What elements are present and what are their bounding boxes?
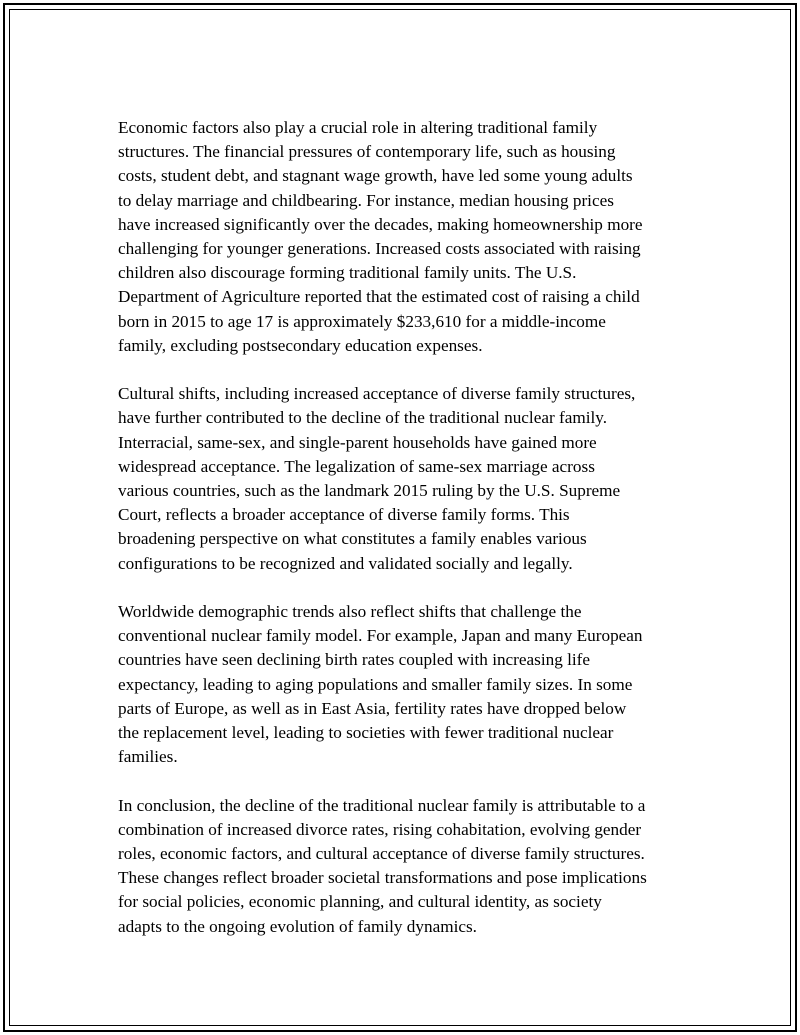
document-body (118, 116, 688, 963)
paragraph-cultural-shifts: Cultural shifts, including increased acceptance of diverse family structures, have further contributed to the decline of the traditional nuclear family. Interracial, same-sex, and single-parent households have gained more widespread acceptance. The legalization of same-sex marriage across various countries, such as the landmark 2015 ruling by the U.S. Supreme Court, reflects a broader acceptance of diverse family forms. This broadening perspective on what constitutes a family enables various configurations to be recognized and validated socially and legally. (118, 384, 636, 573)
paragraph-economic-factors: Economic factors also play a crucial role in altering traditional family structures. The financial pressures of contemporary life, such as housing costs, student debt, and stagnant wage growth, have led some young adults to delay marriage and childbearing. For instance, median housing prices have increased significantly over the decades, making homeownership more challenging for younger generations. Increased costs associated with raising children also discourage forming traditional family units. The U.S. Department of Agriculture reported that the estimated cost of raising a child born in 2015 to age 17 is approximately $233,610 for a middle-income family, excluding postsecondary education expenses. (118, 118, 643, 355)
paragraph-conclusion: In conclusion, the decline of the traditional nuclear family is attributable to a combination of increased divorce rates, rising cohabitation, evolving gender roles, economic factors, and cultural acceptance of diverse family structures. These changes reflect broader societal transformations and pose implications for social policies, economic planning, and cultural identity, as society adapts to the ongoing evolution of family dynamics. (118, 795, 647, 936)
paragraph-demographic-trends: Worldwide demographic trends also reflect shifts that challenge the conventional nuclear family model. For example, Japan and many European countries have seen declining birth rates coupled with increasing life expectancy, leading to aging populations and smaller family sizes. In some parts of Europe, as well as in East Asia, fertility rates have dropped below the replacement level, leading to societies with fewer traditional nuclear families. (118, 602, 643, 767)
